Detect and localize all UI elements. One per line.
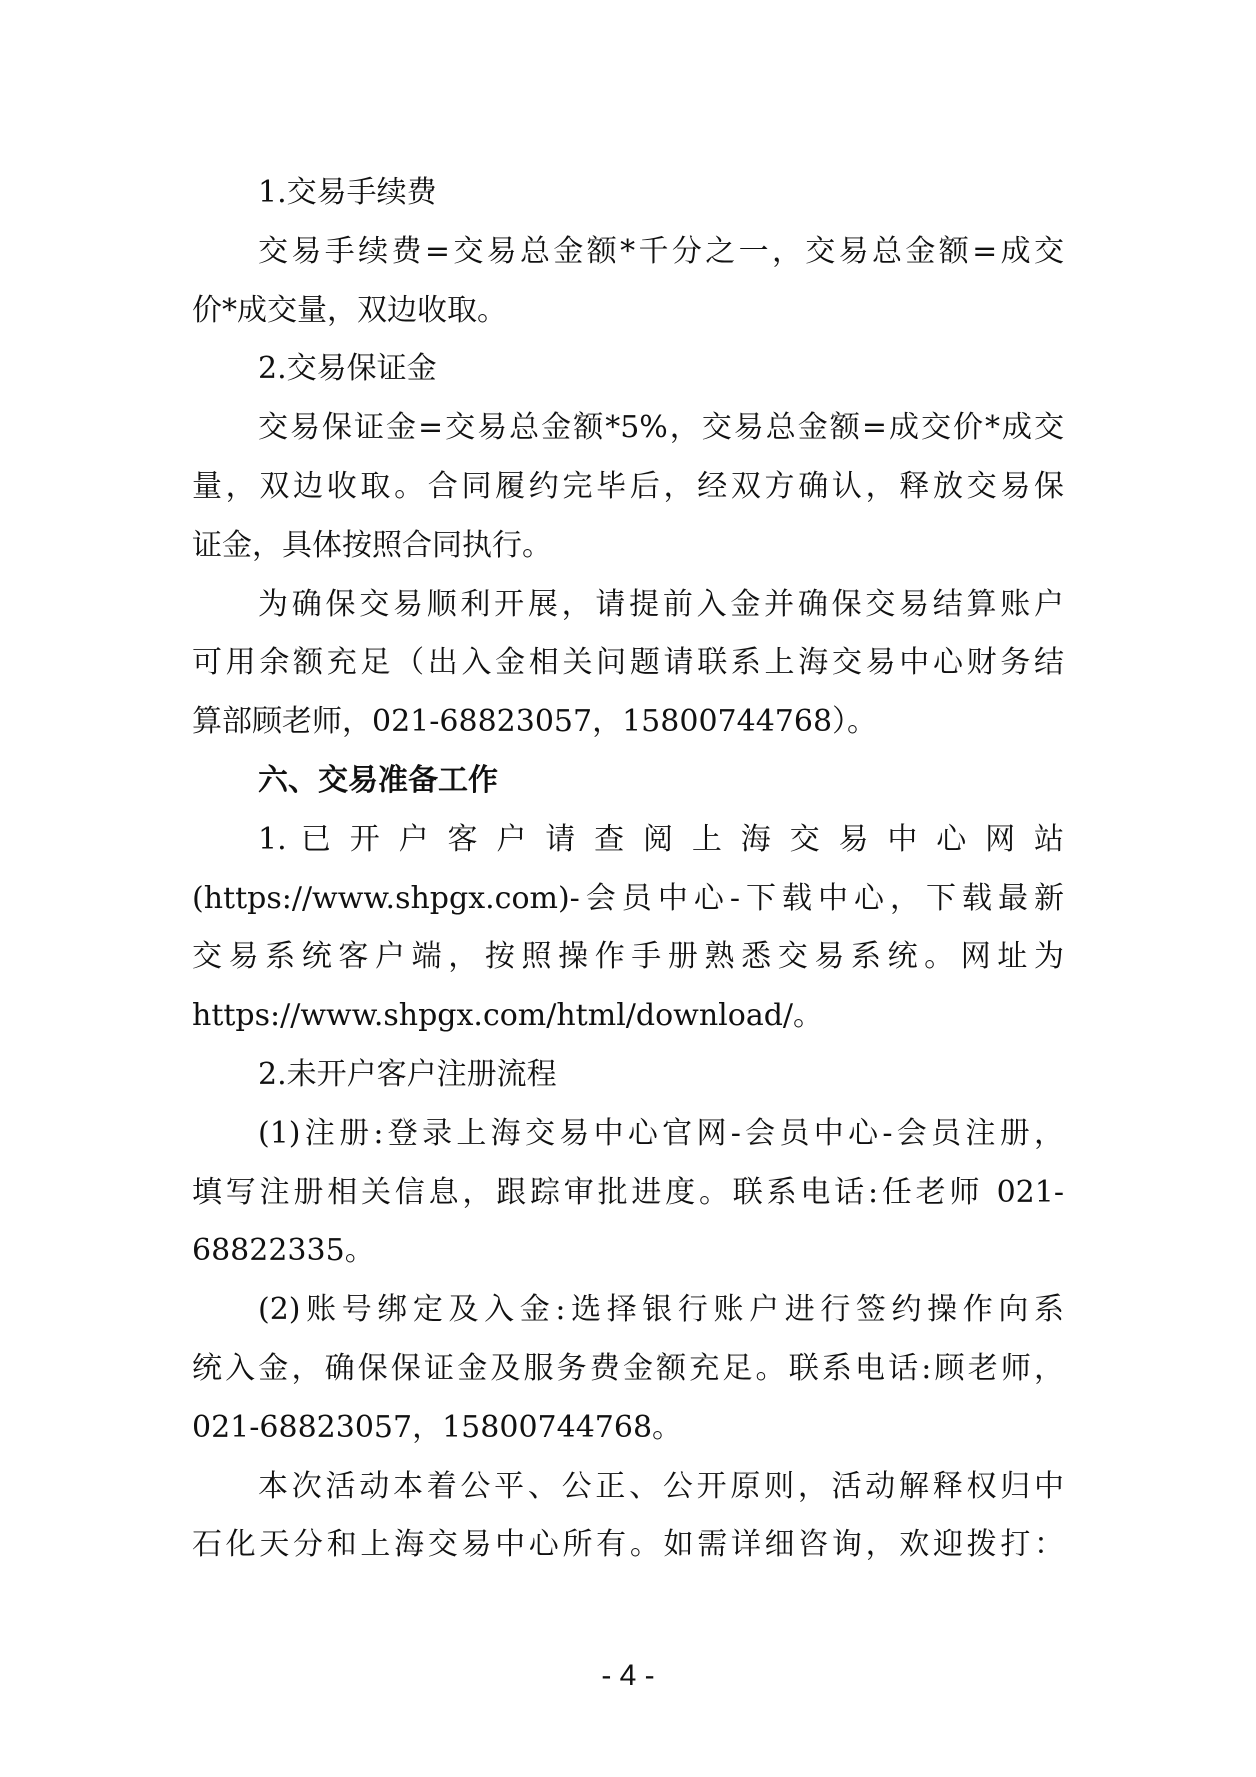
paragraph-line: 交易保证金=交易总金额*5%，交易总金额=成交价*成交 bbox=[258, 410, 1064, 446]
paragraph-line: 交易系统客户端，按照操作手册熟悉交易系统。网址为 bbox=[192, 939, 1064, 975]
section-heading-preparation: 六、交易准备工作 bbox=[258, 762, 498, 798]
paragraph-line: 证金，具体按照合同执行。 bbox=[192, 527, 552, 563]
paragraph-line: https://www.shpgx.com/html/download/。 bbox=[192, 998, 824, 1034]
paragraph-line: 1. 已 开 户 客 户 请 查 阅 上 海 交 易 中 心 网 站 bbox=[258, 821, 1064, 857]
paragraph-line: 石化天分和上海交易中心所有。如需详细咨询，欢迎拨打： bbox=[192, 1527, 1064, 1563]
page-number: - 4 - bbox=[601, 1659, 655, 1692]
paragraph-line: 本次活动本着公平、公正、公开原则，活动解释权归中 bbox=[258, 1468, 1064, 1504]
paragraph-line: 统入金，确保保证金及服务费金额充足。联系电话:顾老师， bbox=[192, 1350, 1064, 1386]
paragraph-line: 算部顾老师，021-68823057，15800744768）。 bbox=[192, 704, 878, 740]
paragraph-line: (https://www.shpgx.com)-会员中心-下载中心，下载最新 bbox=[192, 880, 1064, 916]
paragraph-line: (1)注册:登录上海交易中心官网-会员中心-会员注册， bbox=[258, 1115, 1064, 1151]
paragraph-line: 填写注册相关信息，跟踪审批进度。联系电话:任老师 021- bbox=[192, 1174, 1064, 1210]
paragraph-line: 68822335。 bbox=[192, 1233, 375, 1269]
paragraph-line: 价*成交量，双边收取。 bbox=[192, 292, 507, 328]
paragraph-line: 可用余额充足（出入金相关问题请联系上海交易中心财务结 bbox=[192, 645, 1064, 681]
paragraph-line: 为确保交易顺利开展，请提前入金并确保交易结算账户 bbox=[258, 586, 1064, 622]
paragraph-line: 量，双边收取。合同履约完毕后，经双方确认，释放交易保 bbox=[192, 468, 1064, 504]
section-item-transaction-fee-title: 1.交易手续费 bbox=[258, 175, 437, 210]
paragraph-line: 交易手续费=交易总金额*千分之一，交易总金额=成交 bbox=[258, 233, 1064, 269]
paragraph-line: 021-68823057，15800744768。 bbox=[192, 1409, 683, 1445]
document-body bbox=[192, 164, 1064, 1575]
section-item-margin-title: 2.交易保证金 bbox=[258, 351, 437, 387]
paragraph-line: (2)账号绑定及入金:选择银行账户进行签约操作向系 bbox=[258, 1292, 1064, 1328]
section-item-registration-title: 2.未开户客户注册流程 bbox=[258, 1056, 557, 1092]
